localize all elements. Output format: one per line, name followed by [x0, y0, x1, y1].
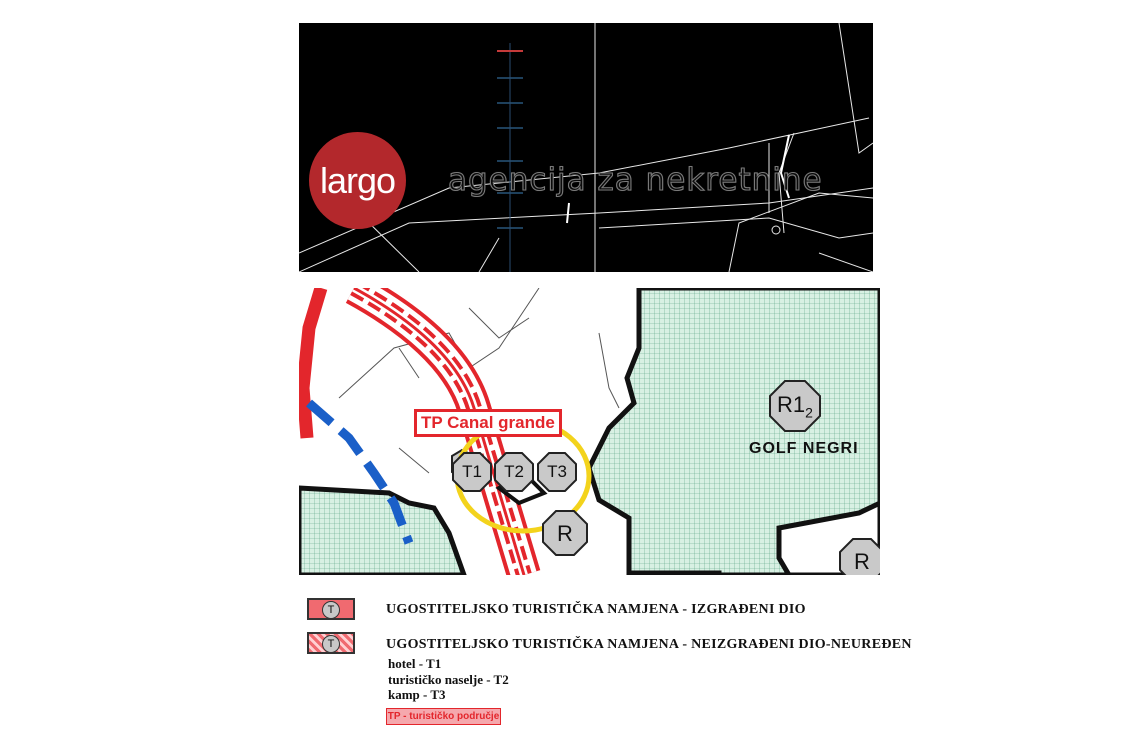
brand-tagline: agencija za nekretnine: [448, 162, 823, 198]
marker-r-right: [839, 538, 880, 575]
marker-t2: [494, 452, 534, 492]
golf-label: GOLF NEGRI: [749, 440, 859, 457]
marker-r: [542, 510, 588, 556]
largo-logo: largo: [309, 132, 406, 229]
legend-text-built: UGOSTITELJSKO TURISTIČKA NAMJENA - IZGRAĐENI DIO: [386, 602, 806, 617]
legend-swatch-unbuilt: [307, 632, 355, 654]
marker-t1-label: T1: [462, 462, 482, 481]
marker-r-right-label: R: [854, 549, 870, 574]
legend-sub-hotel: hotel - T1: [388, 656, 442, 671]
legend-symbol-t-unbuilt: T: [322, 635, 340, 653]
zoning-map: [299, 288, 880, 575]
marker-t2-label: T2: [504, 462, 524, 481]
legend-sub-tourist-village: turističko naselje - T2: [388, 672, 509, 687]
marker-r1: [769, 380, 821, 432]
legend-swatch-built: [307, 598, 355, 620]
zone-label-canal-grande: TP Canal grande: [414, 409, 562, 437]
marker-t1: [452, 452, 492, 492]
legend-symbol-t-built: T: [322, 601, 340, 619]
marker-r-label: R: [557, 521, 573, 546]
legend-sub-camp: kamp - T3: [388, 687, 446, 702]
marker-r1-label: $R1_2$: [777, 392, 813, 421]
marker-t3: [537, 452, 577, 492]
legend-tp-note: TP - turističko područje: [386, 708, 501, 725]
legend-text-unbuilt: UGOSTITELJSKO TURISTIČKA NAMJENA - NEIZGRAĐENI DIO-NEUREĐEN: [386, 637, 912, 652]
marker-t3-label: T3: [547, 462, 567, 481]
